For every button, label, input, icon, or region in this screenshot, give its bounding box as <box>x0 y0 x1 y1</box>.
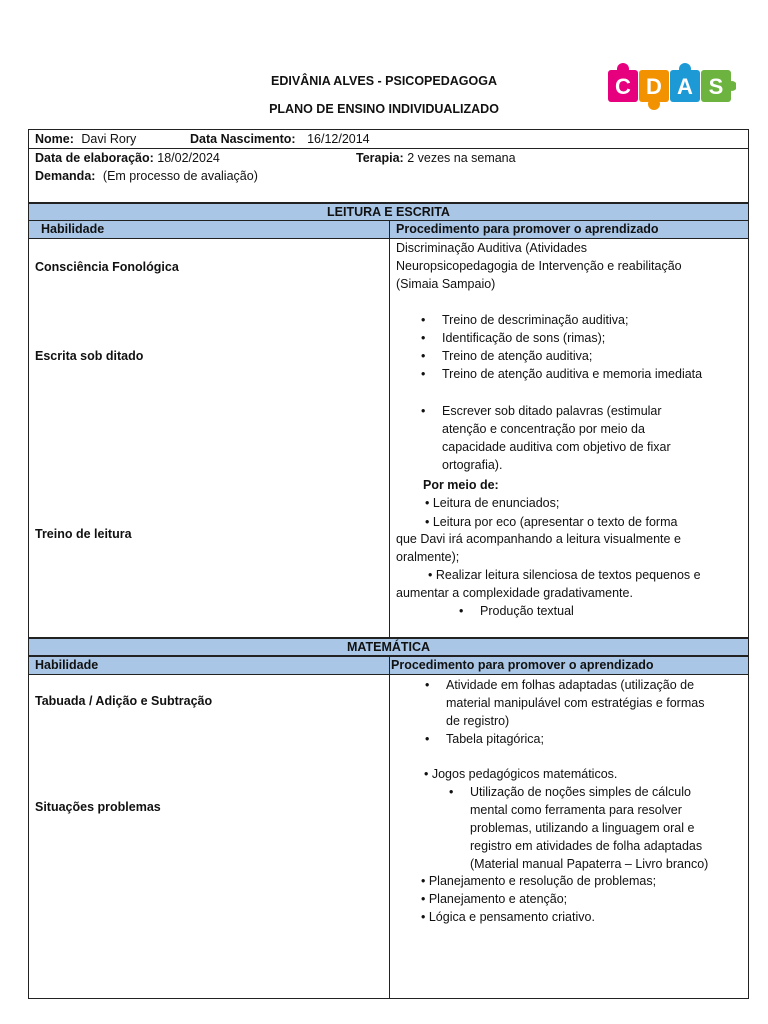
demand-value: (Em processo de avaliação) <box>102 169 258 183</box>
reading-line-1: • Leitura de enunciados; <box>425 496 560 510</box>
list-item-continued: mental como ferramenta para resolver <box>470 803 682 817</box>
cdas-logo <box>606 62 736 112</box>
list-item: • Atividade em folhas adaptadas (utilização de <box>446 676 704 694</box>
name-label: Nome: <box>35 132 74 146</box>
list-item: • Tabela pitagórica; <box>446 730 704 748</box>
reading-line-6: aumentar a complexidade gradativamente. <box>396 586 633 600</box>
birth-value: 16/12/2014 <box>307 132 370 146</box>
math-tail-3: • Lógica e pensamento criativo. <box>421 910 595 924</box>
proc-intro-1: Discriminação Auditiva (Atividades <box>396 241 588 255</box>
skill-phonological: Consciência Fonológica <box>35 260 179 274</box>
list-item-continued: atenção e concentração por meio da <box>442 422 645 436</box>
math-col-procedure: Procedimento para promover o aprendizado <box>391 658 654 672</box>
math-bullet-list <box>446 676 704 748</box>
demand-label: Demanda: <box>35 169 96 183</box>
math-section-title: MATEMÁTICA <box>346 640 431 654</box>
logo-letter-a: A <box>677 74 693 99</box>
logo-piece-d <box>639 70 669 110</box>
reading-section-band <box>28 203 749 221</box>
document-author-title: EDIVÂNIA ALVES - PSICOPEDAGOGA <box>271 74 497 88</box>
production-bullet-list <box>480 602 574 620</box>
list-item: • Produção textual <box>480 602 574 620</box>
birth-label: Data Nascimento: <box>190 132 296 146</box>
name-value: Davi Rory <box>81 132 137 146</box>
dictation-bullet-list <box>442 402 671 474</box>
list-item: • Escrever sob ditado palavras (estimular <box>442 402 671 420</box>
reading-col-skill: Habilidade <box>41 222 105 236</box>
list-item: • Treino de atenção auditiva; <box>442 347 702 365</box>
therapy-value: 2 vezes na semana <box>407 151 516 165</box>
logo-piece-a <box>670 63 700 102</box>
proc-intro-2: Neuropsicopedagogia de Intervenção e reabilitação <box>396 259 682 273</box>
list-item: • Identificação de sons (rimas); <box>442 329 702 347</box>
logo-letter-d: D <box>646 74 662 99</box>
demand-row <box>35 167 258 185</box>
list-item-continued: ortografia). <box>442 458 503 472</box>
logo-piece-s <box>701 70 736 102</box>
logo-letter-c: C <box>615 74 631 99</box>
math-tail-1: • Planejamento e resolução de problemas; <box>421 874 657 888</box>
document-title: PLANO DE ENSINO INDIVIDUALIZADO <box>269 102 499 116</box>
list-item-continued: (Material manual Papaterra – Livro branco) <box>470 857 709 871</box>
birth-row <box>190 130 370 148</box>
mental-calc-list <box>470 783 708 873</box>
logo-piece-c <box>608 63 638 102</box>
math-col-skill: Habilidade <box>35 658 99 672</box>
logo-letter-s: S <box>708 74 724 99</box>
math-column-divider <box>389 656 390 999</box>
math-section-band <box>28 638 749 656</box>
therapy-row <box>356 149 516 167</box>
elaboration-row <box>35 149 220 167</box>
list-item-continued: problemas, utilizando a linguagem oral e <box>470 821 695 835</box>
reading-col-procedure: Procedimento para promover o aprendizado <box>396 222 659 236</box>
name-row <box>35 130 136 148</box>
list-item-continued: capacidade auditiva com objetivo de fixar <box>442 440 671 454</box>
math-tail-2: • Planejamento e atenção; <box>421 892 568 906</box>
skill-dictation: Escrita sob ditado <box>35 349 144 363</box>
auditory-bullet-list <box>442 311 702 383</box>
by-means-of-label: Por meio de: <box>423 478 499 492</box>
skill-word-problems: Situações problemas <box>35 800 161 814</box>
proc-intro-3: (Simaia Sampaio) <box>396 277 496 291</box>
elaboration-value: 18/02/2024 <box>157 151 220 165</box>
list-item: • Utilização de noções simples de cálculo <box>470 783 708 801</box>
reading-section-title: LEITURA E ESCRITA <box>327 205 450 219</box>
list-item-continued: material manipulável com estratégias e formas <box>446 696 705 710</box>
list-item: • Treino de atenção auditiva e memoria imediata <box>442 365 702 383</box>
reading-column-divider <box>389 220 390 638</box>
list-item-continued: de registro) <box>446 714 510 728</box>
reading-line-3: que Davi irá acompanhando a leitura visualmente e <box>396 532 681 546</box>
math-games-line: • Jogos pedagógicos matemáticos. <box>424 767 618 781</box>
skill-arithmetic: Tabuada / Adição e Subtração <box>35 694 213 708</box>
list-item-continued: registro em atividades de folha adaptadas <box>470 839 703 853</box>
therapy-label: Terapia: <box>356 151 404 165</box>
reading-line-2: • Leitura por eco (apresentar o texto de forma <box>425 515 678 529</box>
elaboration-label: Data de elaboração: <box>35 151 154 165</box>
reading-line-4: oralmente); <box>396 550 460 564</box>
reading-line-5: • Realizar leitura silenciosa de textos pequenos e <box>428 568 701 582</box>
list-item: • Treino de descriminação auditiva; <box>442 311 702 329</box>
skill-reading-training: Treino de leitura <box>35 527 132 541</box>
